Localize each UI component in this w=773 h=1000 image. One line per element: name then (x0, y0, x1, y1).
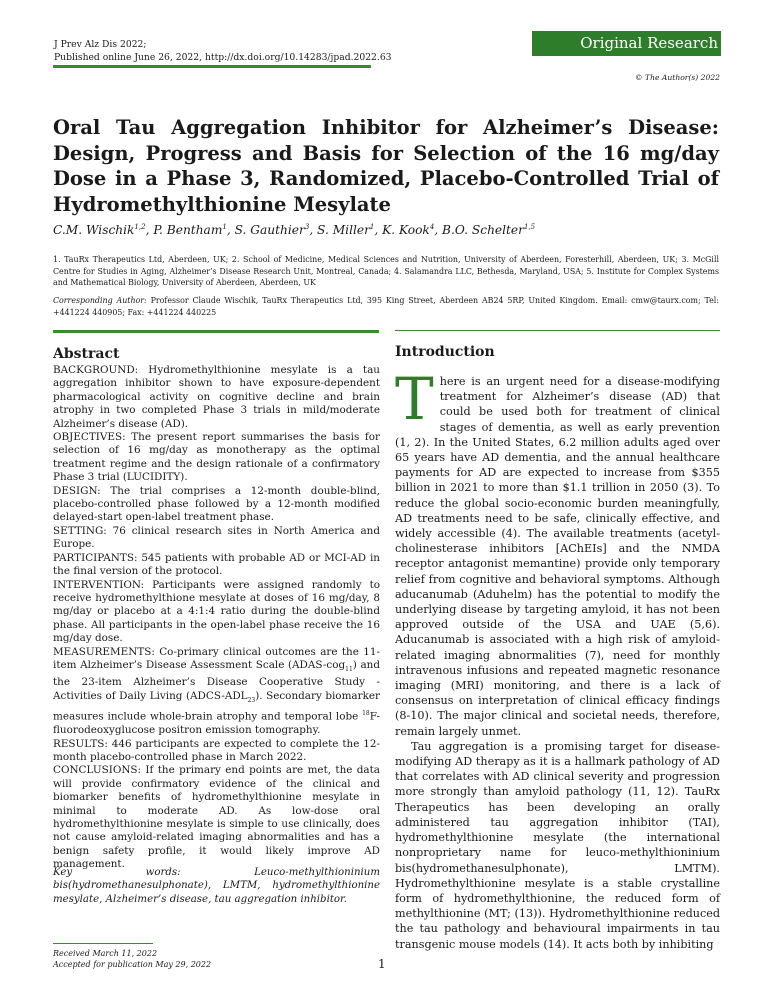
abstract-objectives: OBJECTIVES: The present report summarises the basis for selection of 16 mg/day as monotherapy as the optimal treatment regime and the design rationale of a confirmatory Phase 3 trial (LUCIDITY). (53, 431, 380, 484)
abstract-results: RESULTS: 446 participants are expected to complete the 12-month placebo-controlled phase in March 2022. (53, 737, 380, 763)
abstract-measurements (53, 646, 380, 738)
abstract-heading: Abstract (53, 346, 120, 362)
article-dates (53, 948, 211, 970)
author-affiliation-marker: 3 (304, 223, 310, 231)
measurements-sub-11: 11 (345, 666, 353, 674)
abstract-conclusions: CONCLUSIONS: If the primary end points are met, the data will provide confirmatory evidence of the clinical and biomarker benefits of hydromethylthionine mesylate in minimal to moderate AD. As low-dose oral hydromethylthionine mesylate is simple to use clinically, does not cause amyloid-related imaging abnormalities and has a benign safety profile, it would likely improve AD management. (53, 764, 380, 871)
footer-rule (53, 943, 153, 944)
abstract-top-rule (53, 330, 379, 333)
author-name: K. Kook (382, 223, 430, 238)
author-affiliation-marker: 1 (369, 223, 375, 231)
abstract-setting: SETTING: 76 clinical research sites in North America and Europe. (53, 524, 380, 551)
author-affiliation-marker: 1,5 (523, 223, 536, 231)
author-name: P. Bentham (153, 223, 223, 238)
journal-citation: J Prev Alz Dis 2022; (54, 39, 147, 50)
section-badge: Original Research (532, 31, 721, 56)
author-name: S. Miller (317, 223, 370, 238)
measurements-text-b: ) and the 23-item Alzheimer’s Disease Cooperative Study - Activities of Daily Living (ADCS-ADL (53, 658, 380, 702)
received-date: Received March 11, 2022 (53, 949, 158, 958)
author-affiliation-marker: 1,2 (134, 223, 146, 231)
measurements-text-c: ). Secondary biomarker measures include whole-brain atrophy and temporal lobe (53, 689, 380, 723)
drop-cap: T (395, 365, 434, 433)
abstract-intervention: INTERVENTION: Participants were assigned randomly to receive hydromethylthione mesylate at doses of 16 mg/day, 8 mg/day or placebo at a 4:1:4 ratio during the double-blind phase. All participants in the open-label phase receive the 16 mg/day dose. (53, 578, 380, 645)
corresponding-label: Corresponding Author: (53, 296, 147, 305)
header-rule-left (53, 65, 371, 68)
introduction-paragraph-1-text: here is an urgent need for a disease-modifying treatment for Alzheimer’s disease (AD) that could be used both for treatment of clinical stages of dementia, as well as early prevention (1, 2). In the United States, 6.2 million adults aged over 65 years have AD dementia, and the annual healthcare payments for AD are expected to increase from $355 billion in 2021 to more than $1.1 trillion in 2050 (3). To reduce the global socio-economic burden meaningfully, AD treatments need to be safe, clinically effective, and widely accessible (4). The available treatments (acetyl-cholinesterase inhibitors [AChEIs] and the NMDA receptor antagonist memantine) provide only temporary relief from cognitive and behavioral symptoms. Although aducanumab (Aduhelm) has the potential to modify the underlying disease by targeting amyloid, it has not been approved outside of the USA and UAE (5,6). Aducanumab is associated with a high risk of amyloid-related imaging abnormalities (7), need for monthly intravenous infusions and repeated magnetic resonance imaging (MRI) monitoring, and there is a lack of consensus on interpretation of clinical efficacy findings (8-10). The major clinical and societal needs, therefore, remain largely unmet. (395, 375, 720, 738)
article-title: Oral Tau Aggregation Inhibitor for Alzheimer’s Disease: Design, Progress and Basis for Selection of the 16 mg/day Dose in a Phase 3, Randomized, Placebo-Controlled Trial of Hydromethylthionine Mesylate (53, 116, 719, 216)
journal-reference (54, 38, 392, 64)
author-affiliation-marker: 1 (222, 223, 227, 231)
abstract-section (53, 346, 380, 872)
measurements-text-d: F-fluorodeoxyglucose positron emission tomography. (53, 710, 380, 737)
affiliations: 1. TauRx Therapeutics Ltd, Aberdeen, UK; 2. School of Medicine, Medical Sciences and Nutrition, University of Aberdeen, Foresterhill, Aberdeen, UK; 3. McGill Centre for Studies in Aging, Alzheimer’s Disease Research Unit, Montreal, Canada; 4. Salamandra LLC, Bethesda, Maryland, USA; 5. Institute for Complex Systems and Mathematical Biology, University of Aberdeen, Aberdeen, UK (53, 255, 719, 287)
introduction-section (395, 343, 720, 952)
introduction-paragraph-2: Tau aggregation is a promising target for disease-modifying AD therapy as it is a hallmark pathology of AD that correlates with AD clinical severity and progression more strongly than amyloid pathology (11, 12). TauRx Therapeutics has been developing an orally administered tau aggregation inhibitor (TAI), hydromethylthionine mesylate (the international nonproprietary name for leuco-methylthioninium bis(hydromethanesulphonate), LMTM). Hydromethylthionine mesylate is a stable crystalline form of hydromethylthionine, the reduced form of methylthionine (MT; (13)). Hydromethylthionine reduced the tau pathology and behavioural impairments in tau transgenic mouse models (14). It acts both by inhibiting (395, 739, 720, 951)
introduction-paragraph-1 (395, 365, 720, 739)
introduction-heading: Introduction (395, 344, 495, 360)
author-name: C.M. Wischik (53, 223, 135, 238)
author-affiliation-marker: 4 (429, 223, 435, 231)
author-name: S. Gauthier (234, 223, 305, 238)
accepted-date: Accepted for publication May 29, 2022 (53, 960, 212, 969)
measurements-sub-23: 23 (247, 696, 256, 704)
doi-line: Published online June 26, 2022, http://dx.doi.org/10.14283/jpad.2022.63 (54, 52, 392, 63)
author-list: C.M. Wischik$^{1,2}$, P. Bentham$^1$, S. Gauthier$^3$, S. Miller$^1$, K. Kook$^4$, B.O. Schelter$^{1,5}$ (53, 223, 536, 238)
corresponding-details: Professor Claude Wischik, TauRx Therapeutics Ltd, 395 King Street, Aberdeen AB24 5RP, United Kingdom. Email: cmw@taurx.com; Tel: +441224 440905; Fax: +441224 440225 (53, 296, 719, 317)
measurements-text-a: MEASUREMENTS: Co-primary clinical outcomes are the 11-item Alzheimer’s Disease Assessment Scale (ADAS-cog (53, 645, 380, 671)
author-name: B.O. Schelter (442, 223, 524, 238)
page-number: 1 (378, 957, 386, 971)
measurements-sup-18: 18 (362, 710, 370, 718)
copyright-notice: © The Author(s) 2022 (635, 73, 720, 82)
intro-top-rule (395, 330, 720, 331)
abstract-background: BACKGROUND: Hydromethylthionine mesylate is a tau aggregation inhibitor shown to have exposure-dependent pharmacological activity on cognitive decline and brain atrophy in two completed Phase 3 trials in mild/moderate Alzheimer’s disease (AD). (53, 364, 380, 430)
abstract-design: DESIGN: The trial comprises a 12-month double-blind, placebo-controlled phase followed by a 12-month modified delayed-start open-label treatment phase. (53, 484, 380, 524)
corresponding-author (53, 295, 719, 318)
abstract-participants: PARTICIPANTS: 545 patients with probable AD or MCI-AD in the final version of the protocol. (53, 551, 380, 578)
keywords: Key words: Leuco-methylthioninium bis(hydromethanesulphonate), LMTM, hydromethylthionine mesylate, Alzheimer’s disease, tau aggregation inhibitor. (53, 867, 380, 905)
